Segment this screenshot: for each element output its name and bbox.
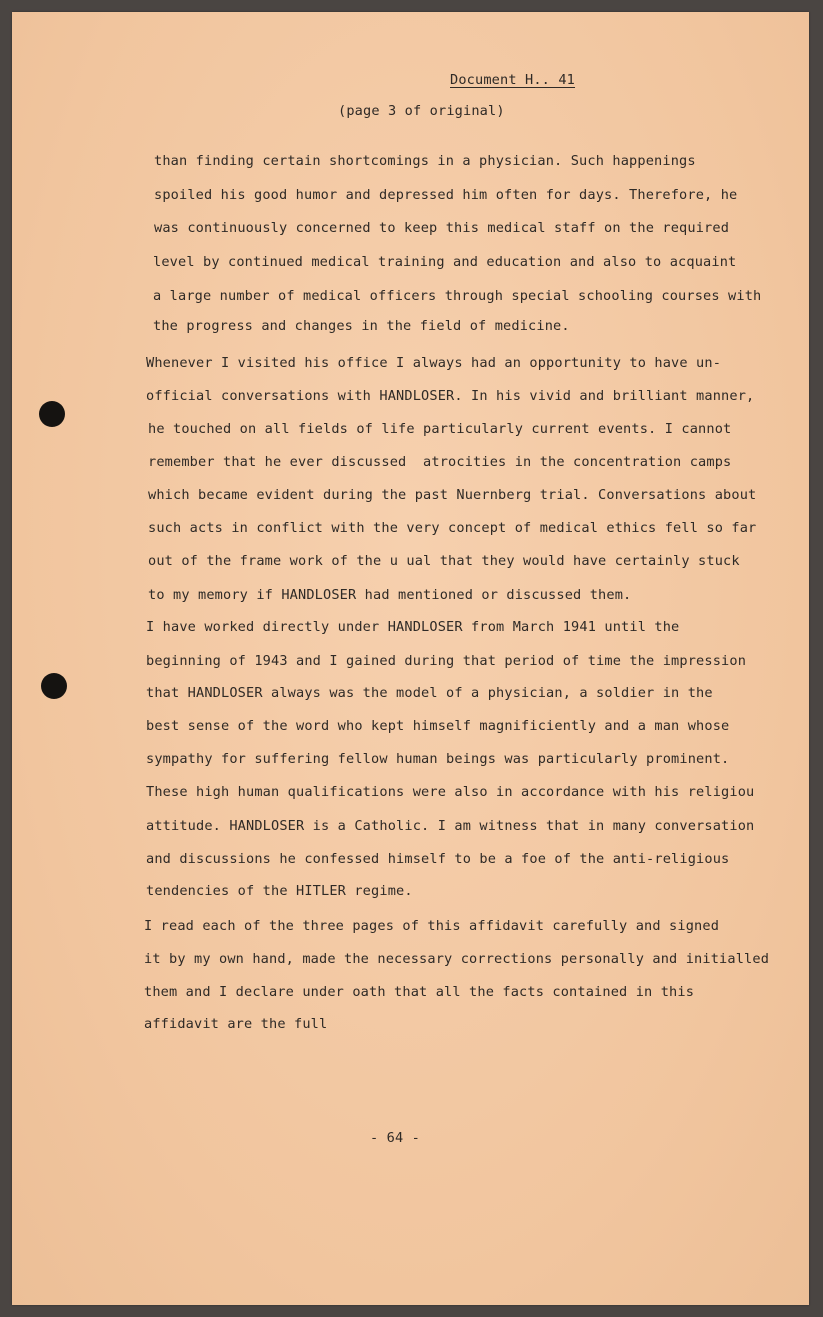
document-page [12,12,809,1305]
body-line: Whenever I visited his office I always had an opportunity to have un- [146,355,722,371]
body-line: to my memory if HANDLOSER had mentioned or discussed them. [148,587,632,603]
body-line: out of the frame work of the u ual that they would have certainly stuck [148,553,740,569]
body-line: that HANDLOSER always was the model of a physician, a soldier in the [146,685,713,701]
original-page-reference: (page 3 of original) [338,103,505,119]
body-line: tendencies of the HITLER regime. [146,883,413,899]
body-line: and discussions he confessed himself to be a foe of the anti-religious [146,851,730,867]
body-line: which became evident during the past Nuernberg trial. Conversations about [148,487,757,503]
body-line: beginning of 1943 and I gained during that period of time the impression [146,653,747,669]
document-reference: Document H.. 41 [450,72,576,88]
body-line: the progress and changes in the field of medicine. [153,318,570,334]
body-line: was continuously concerned to keep this medical staff on the required [154,220,730,236]
page-number: - 64 - [370,1130,421,1146]
body-line: These high human qualifications were also in accordance with his religiou [146,784,755,800]
body-line: attitude. HANDLOSER is a Catholic. I am witness that in many conversation [146,818,755,834]
body-line: official conversations with HANDLOSER. In his vivid and brilliant manner, [146,388,755,404]
body-line: I have worked directly under HANDLOSER from March 1941 until the [146,619,680,635]
body-line: affidavit are the full [144,1016,328,1032]
body-line: I read each of the three pages of this affidavit carefully and signed [144,918,720,934]
body-line: them and I declare under oath that all the facts contained in this [144,984,695,1000]
body-line: sympathy for suffering fellow human beings was particularly prominent. [146,751,730,767]
body-line: than finding certain shortcomings in a physician. Such happenings [154,153,696,169]
body-line: he touched on all fields of life particularly current events. I cannot [148,421,732,437]
punch-hole-top [39,401,65,427]
body-line: it by my own hand, made the necessary corrections personally and initialled [144,951,770,967]
body-line: best sense of the word who kept himself magnificiently and a man whose [146,718,730,734]
body-line: such acts in conflict with the very concept of medical ethics fell so far [148,520,757,536]
body-line: a large number of medical officers through special schooling courses with [153,288,762,304]
body-line: spoiled his good humor and depressed him often for days. Therefore, he [154,187,738,203]
body-line: level by continued medical training and education and also to acquaint [153,254,737,270]
punch-hole-bottom [41,673,67,699]
body-line: remember that he ever discussed atrocities in the concentration camps [148,454,732,470]
